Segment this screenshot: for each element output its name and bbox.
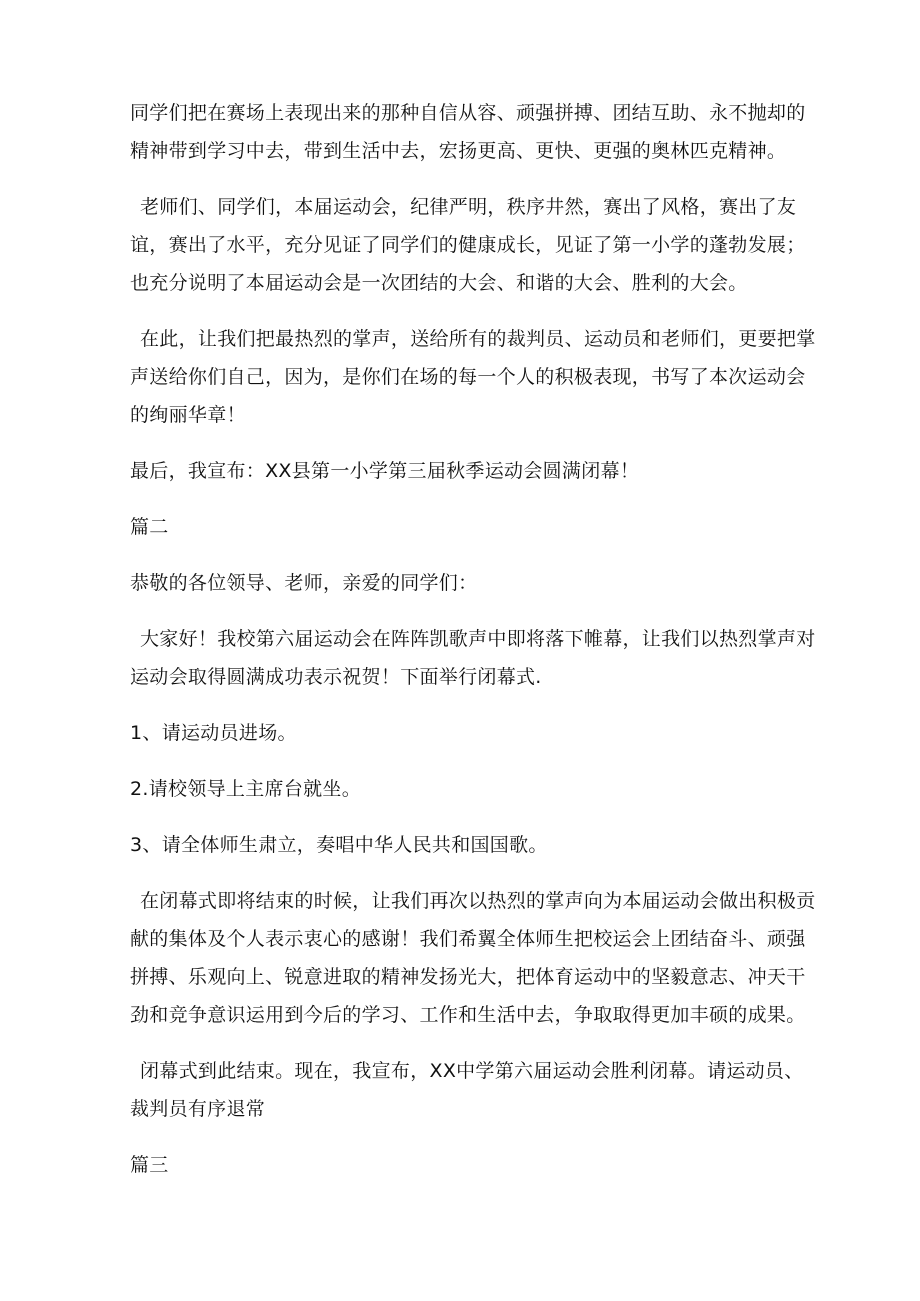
paragraph-thanks: 在闭幕式即将结束的时候，让我们再次以热烈的掌声向为本届运动会做出积极贡献的集体及个人表示衷心的感谢！我们希翼全体师生把校运会上团结奋斗、顽强拼搏、乐观向上、锐意进取的精神发扬光大，把体育运动中的坚毅意志、冲天干劲和竞争意识运用到今后的学习、工作和生活中去，争取取得更加丰硕的成果。 [130, 890, 816, 1026]
paragraph-closing-announcement: 最后，我宣布：XX县第一小学第三届秋季运动会圆满闭幕！ [130, 460, 640, 482]
paragraph-spirit: 同学们把在赛场上表现出来的那种自信从容、顽强拼搏、团结互助、永不抛却的精神带到学习中去，带到生活中去，宏扬更高、更快、更强的奥林匹克精神。 [130, 102, 806, 162]
list-item-leaders-seated: 2.请校领导上主席台就坐。 [130, 778, 362, 800]
paragraph-teachers-students: 老师们、同学们，本届运动会，纪律严明，秩序井然，赛出了风格，赛出了友谊，赛出了水平，充分见证了同学们的健康成长，见证了第一小学的蓬勃发展；也充分说明了本届运动会是一次团结的大会、和谐的大会、胜利的大会。 [130, 196, 806, 294]
paragraph-welcome: 大家好！我校第六届运动会在阵阵凯歌声中即将落下帷幕，让我们以热烈掌声对运动会取得圆满成功表示祝贺！下面举行闭幕式. [130, 628, 816, 688]
section-heading-part-two: 篇二 [130, 516, 169, 538]
paragraph-greeting: 恭敬的各位领导、老师，亲爱的同学们： [130, 572, 478, 594]
section-heading-part-three: 篇三 [130, 1154, 169, 1176]
list-item-athletes-enter: 1、请运动员进场。 [130, 722, 297, 744]
paragraph-applause: 在此，让我们把最热烈的掌声，送给所有的裁判员、运动员和老师们，更要把掌声送给你们自己，因为，是你们在场的每一个人的积极表现，书写了本次运动会的绚丽华章！ [130, 328, 816, 426]
paragraph-ceremony-end: 闭幕式到此结束。现在，我宣布，XX中学第六届运动会胜利闭幕。请运动员、裁判员有序退常 [130, 1060, 804, 1120]
list-item-national-anthem: 3、请全体师生肃立，奏唱中华人民共和国国歌。 [130, 834, 548, 856]
